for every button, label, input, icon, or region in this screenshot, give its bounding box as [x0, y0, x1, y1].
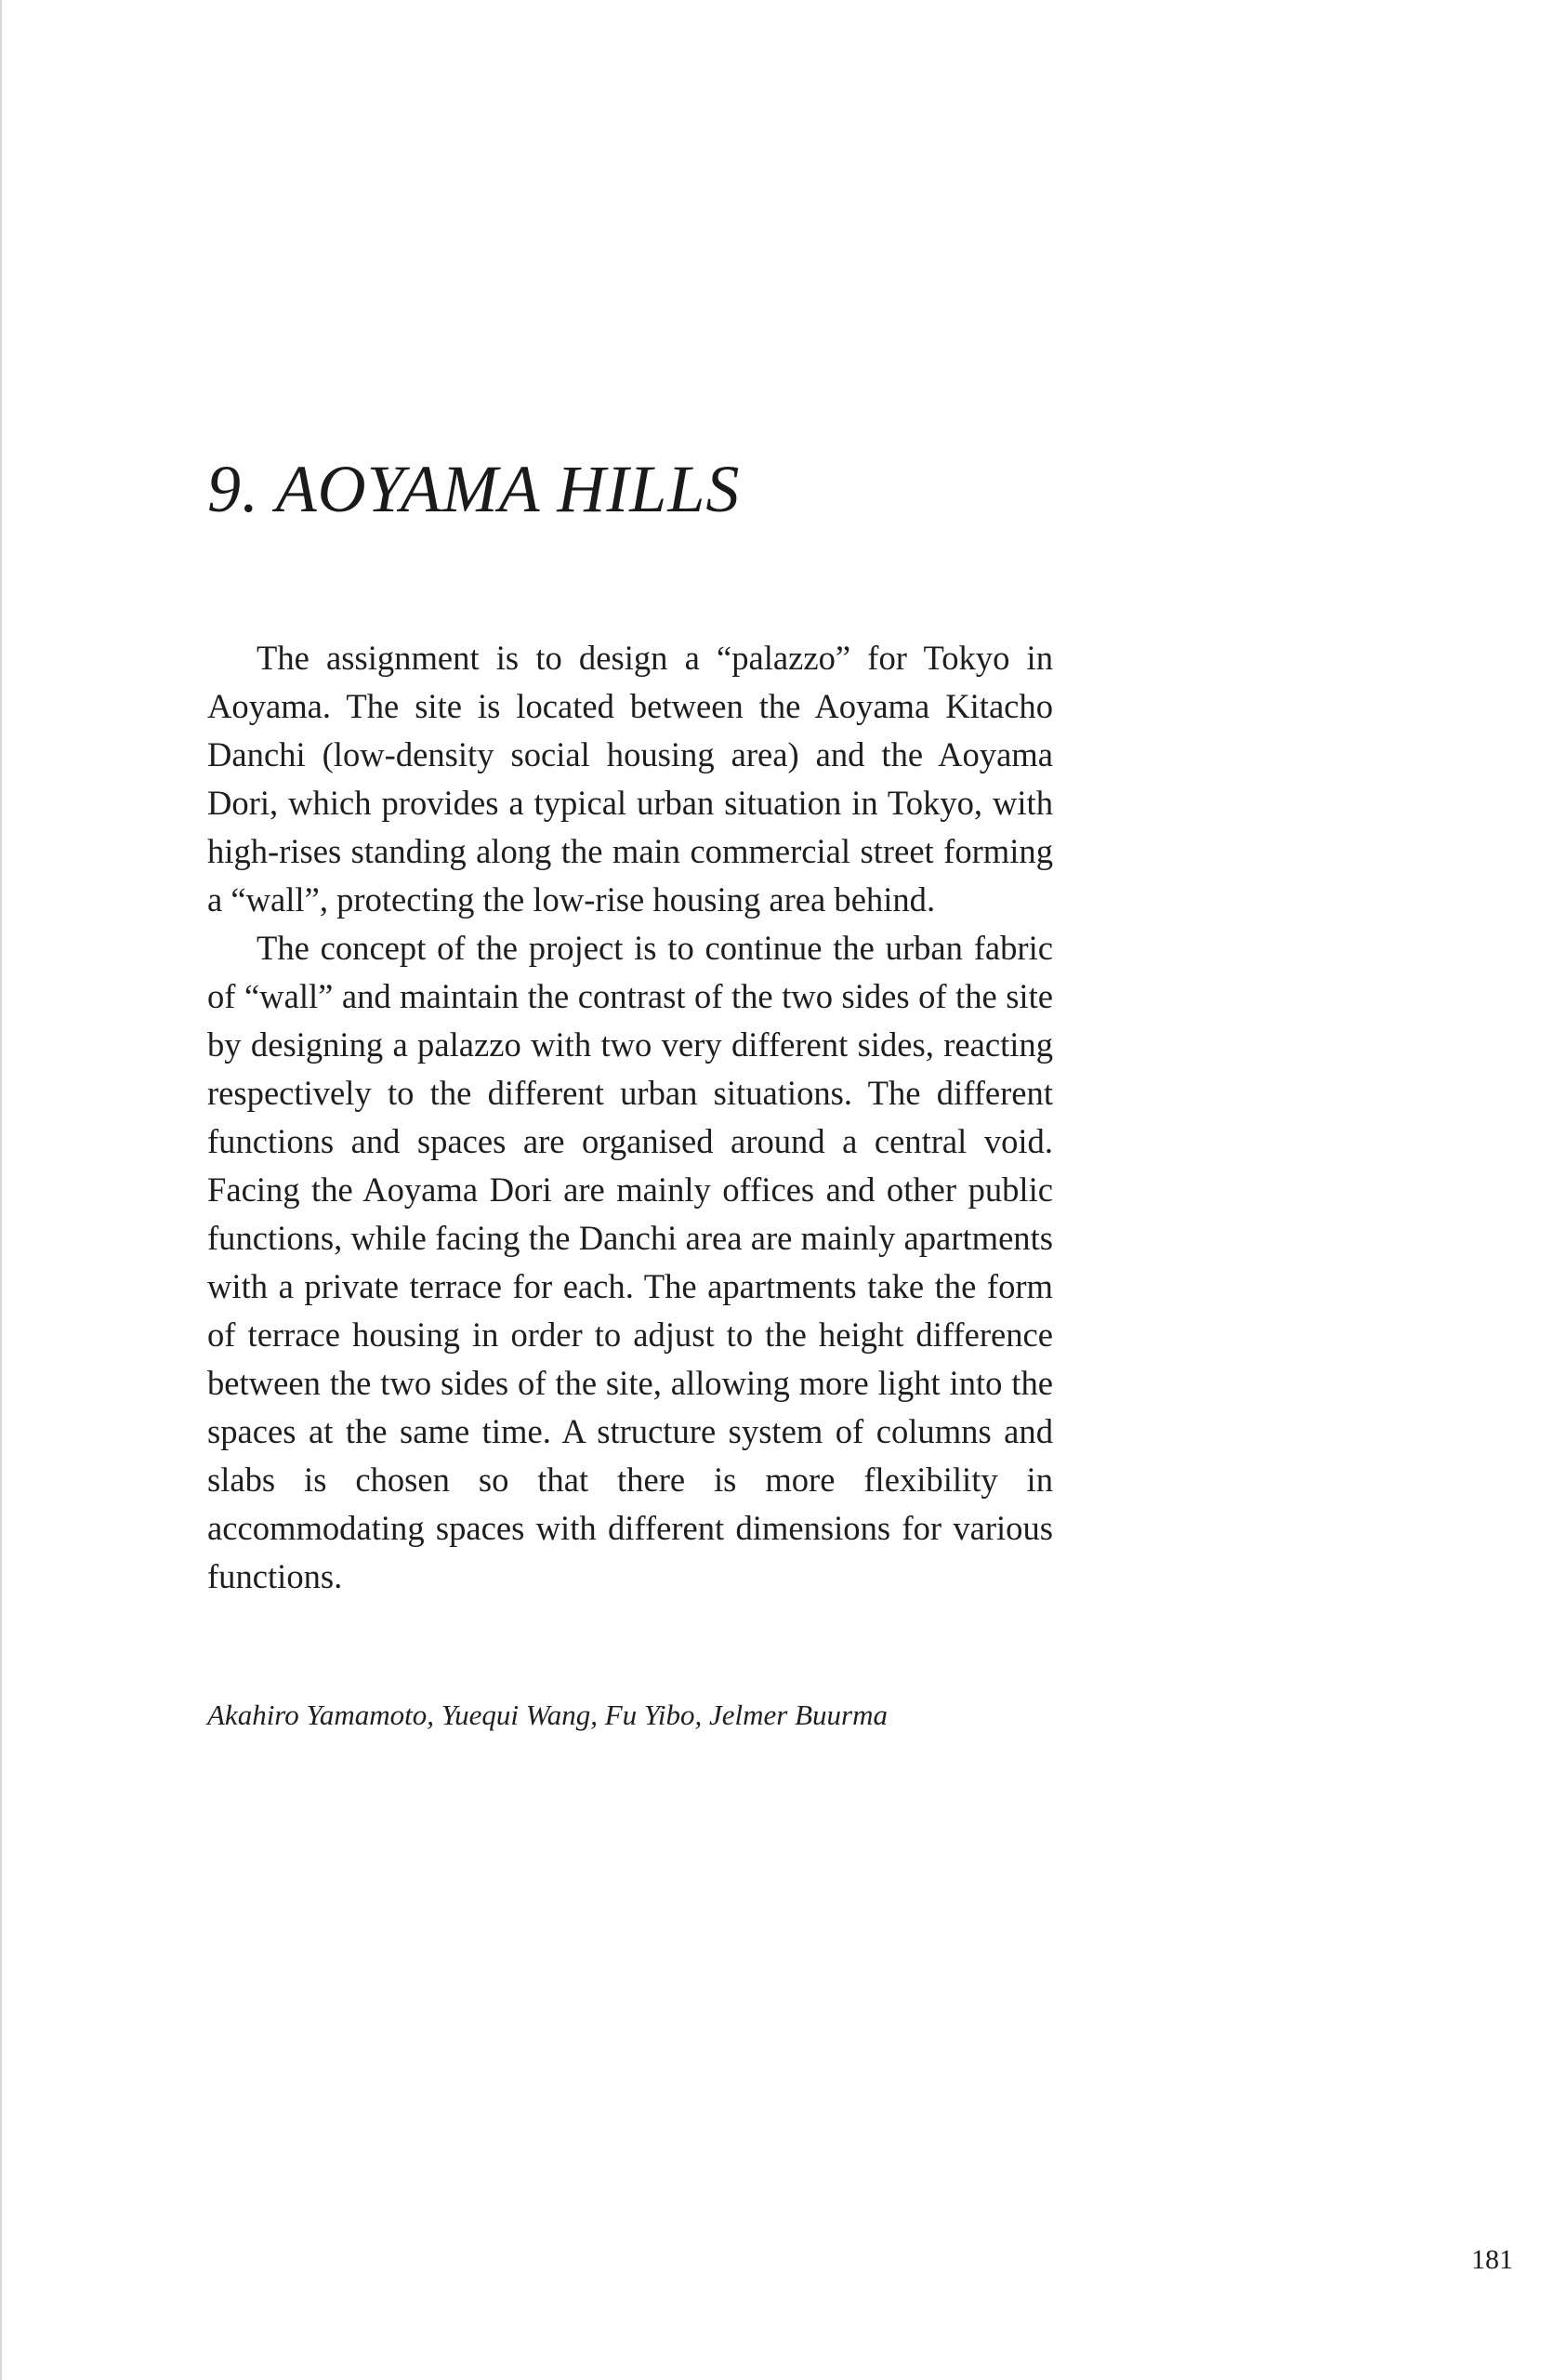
body-text	[207, 634, 1053, 1601]
authors-credit: Akahiro Yamamoto, Yuequi Wang, Fu Yibo, Jelmer Buurma	[207, 1699, 888, 1731]
paragraph-2: The concept of the project is to continue the urban fabric of “wall” and maintain the contrast of the two sides of the site by designing a palazzo with two very different sides, reacting respectively to the different urban situations. The different functions and spaces are organised around a central void. Facing the Aoyama Dori are mainly offices and other public functions, while facing the Danchi area are mainly apartments with a private terrace for each. The apartments take the form of terrace housing in order to adjust to the height difference between the two sides of the site, allowing more light into the spaces at the same time. A structure system of columns and slabs is chosen so that there is more flexibility in accommodating spaces with different dimensions for various functions.	[207, 929, 1053, 1595]
chapter-title: 9. AOYAMA HILLS	[207, 452, 741, 526]
page-number: 181	[1471, 2244, 1513, 2275]
paragraph-1: The assignment is to design a “palazzo” for Tokyo in Aoyama. The site is located between the Aoyama Kitacho Danchi (low-density social housing area) and the Aoyama Dori, which provides a typical urban situation in Tokyo, with high-rises standing along the main commercial street forming a “wall”, protecting the low-rise housing area behind.	[207, 639, 1053, 919]
page-edge-line	[0, 0, 2, 2380]
